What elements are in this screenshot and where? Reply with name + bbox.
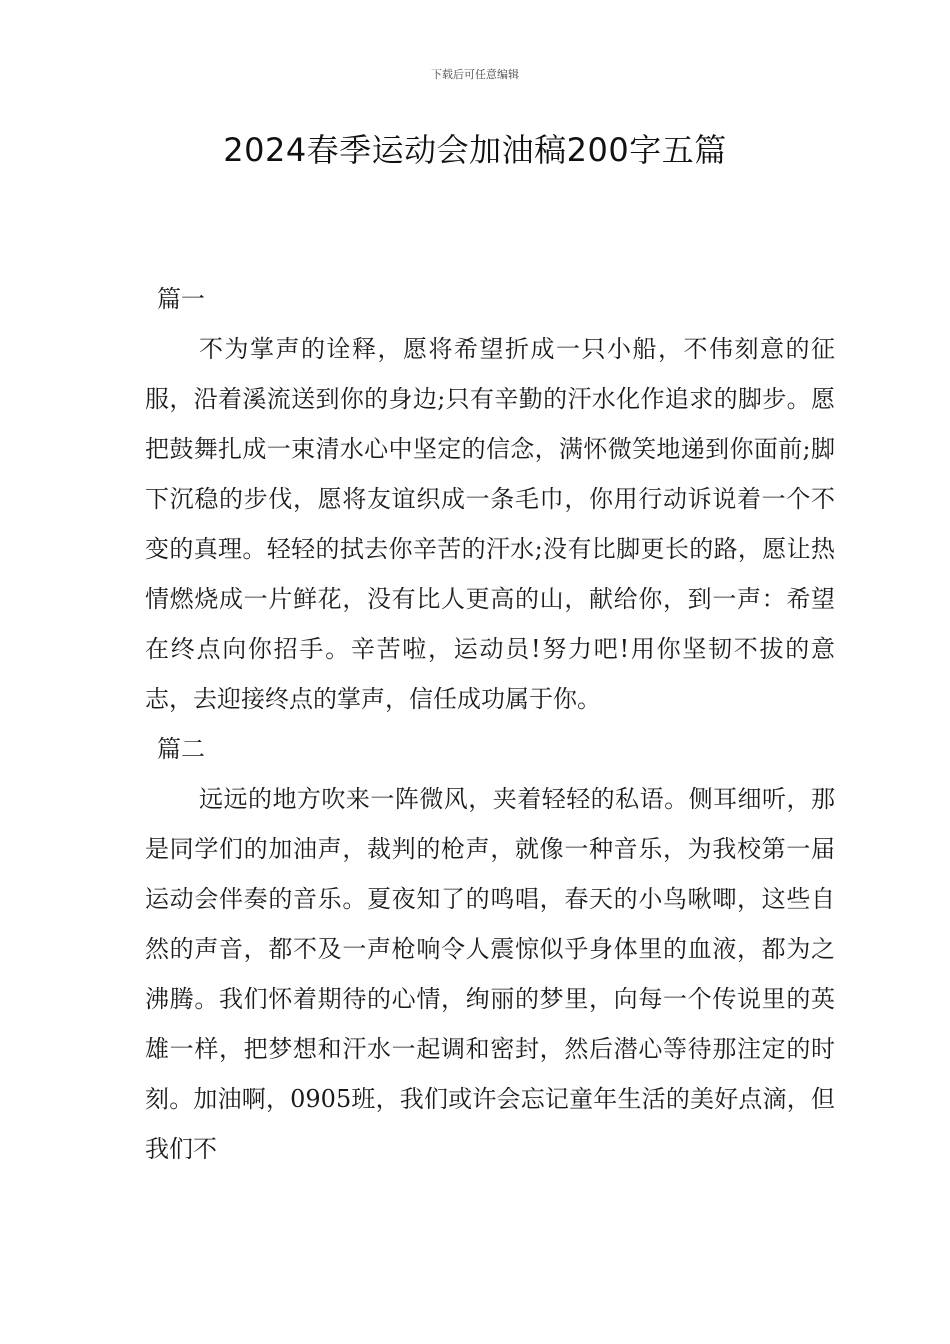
section-paragraph: 不为掌声的诠释，愿将希望折成一只小船，不伟刻意的征服，沿着溪流送到你的身边;只有辛勤的汗水化作追求的脚步。愿把鼓舞扎成一束清水心中坚定的信念，满怀微笑地递到你面前;脚下沉稳的步伐，愿将友谊织成一条毛巾，你用行动诉说着一个不变的真理。轻轻的拭去你辛苦的汗水;没有比脚更长的路，愿让热情燃烧成一片鲜花，没有比人更高的山，献给你，到一声：希望在终点向你招手。辛苦啦，运动员!努力吧!用你坚韧不拔的意志，去迎接终点的掌声，信任成功属于你。 xyxy=(145,335,835,713)
document-body xyxy=(145,274,835,1174)
section-2 xyxy=(145,724,835,1174)
section-heading: 篇一 xyxy=(157,285,205,313)
section-paragraph: 远远的地方吹来一阵微风，夹着轻轻的私语。侧耳细听，那是同学们的加油声，裁判的枪声，就像一种音乐，为我校第一届运动会伴奏的音乐。夏夜知了的鸣唱，春天的小鸟啾唧，这些自然的声音，都不及一声枪响令人震惊似乎身体里的血液，都为之沸腾。我们怀着期待的心情，绚丽的梦里，向每一个传说里的英雄一样，把梦想和汗水一起调和密封，然后潜心等待那注定的时刻。加油啊，0905班，我们或许会忘记童年生活的美好点滴，但我们不 xyxy=(145,785,835,1163)
document-title: 2024春季运动会加油稿200字五篇 xyxy=(223,131,727,169)
section-heading: 篇二 xyxy=(157,735,205,763)
download-note: 下载后可任意编辑 xyxy=(431,68,519,81)
section-1 xyxy=(145,274,835,724)
